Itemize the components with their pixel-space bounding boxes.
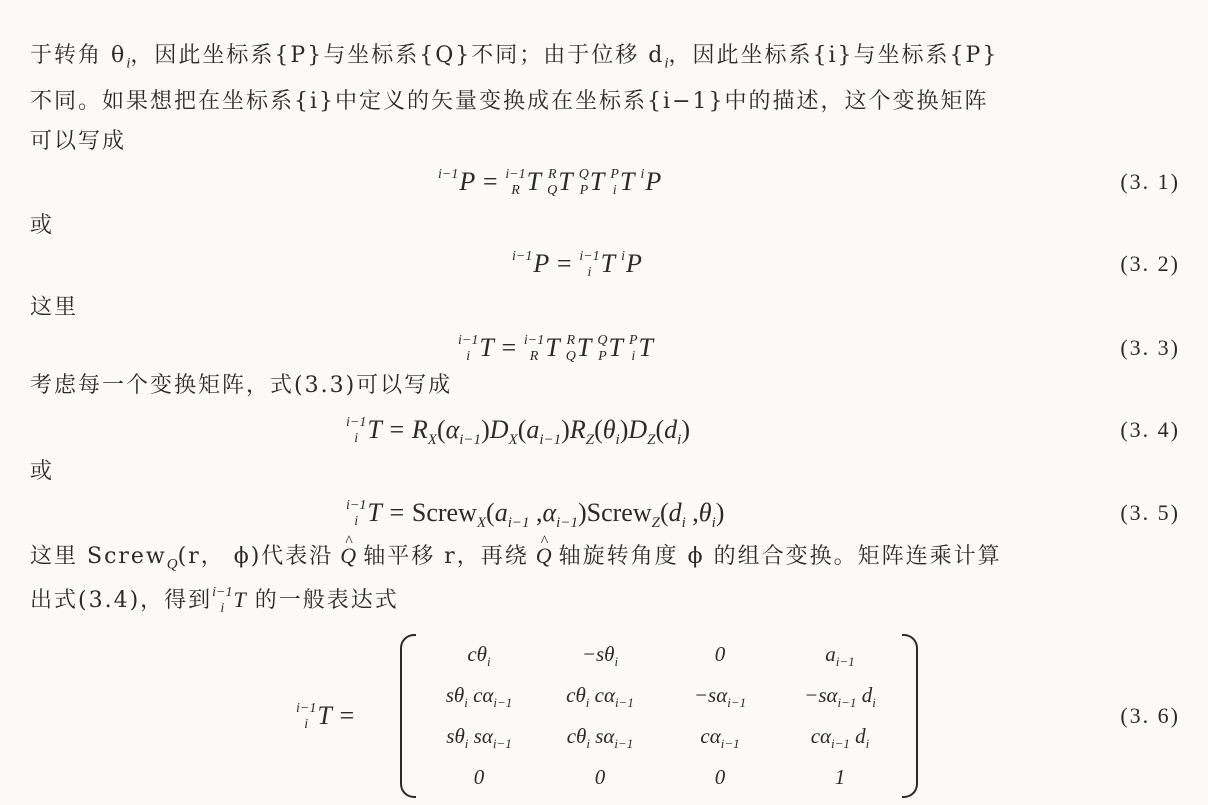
text-span: 于转角 θ — [30, 43, 127, 68]
left-bracket — [400, 634, 416, 798]
matrix-cell: $c\theta_i$ — [467, 642, 491, 670]
subscript: i — [126, 55, 131, 72]
matrix-cell: $c\alpha_{i-1}$ — [700, 724, 740, 752]
paragraph-line: 或 — [30, 213, 55, 238]
matrix-cell: $c\alpha_{i-1}$ $d_i$ — [810, 724, 870, 752]
matrix-equation — [0, 632, 1208, 802]
text-span: (r， ϕ)代表沿 — [177, 544, 334, 569]
matrix-cell: $c\theta_i$ $s\alpha_{i-1}$ — [566, 724, 634, 752]
equation-number: (3. 6) — [1120, 703, 1180, 728]
matrix-lhs: i−1 i T = — [296, 701, 356, 733]
equation-row — [0, 410, 1208, 450]
text-span: ，因此坐标系{P}与坐标系{Q}不同；由于位移 d — [130, 43, 665, 68]
matrix-cell: $c\theta_i$ $c\alpha_{i-1}$ — [566, 683, 634, 711]
text-span: ，因此坐标系{i}与坐标系{P} — [668, 43, 999, 68]
axis-symbol: ^ Q — [340, 540, 356, 572]
transform-matrix — [400, 634, 918, 798]
paragraph-line — [30, 540, 1180, 580]
equation: i−1 P = i−1 R T R Q T Q P T P i T i P — [438, 167, 662, 199]
equation-number: (3. 5) — [1120, 500, 1180, 525]
paragraph-line: 可以写成 — [30, 129, 127, 154]
text-span: 轴平移 r，再绕 — [363, 544, 529, 569]
matrix-cell: $s\theta_i$ $c\alpha_{i-1}$ — [445, 683, 513, 711]
equation-row — [0, 244, 1208, 284]
matrix-cell: 0 — [714, 765, 726, 789]
equation: i−1 i $T = Screw_X(a_{i-1}$ $,\alpha_{i-1})Screw_Z(d_i$ $,\theta_i$) — [346, 498, 725, 532]
equation: i−1 P = i−1 i T i P — [512, 249, 642, 281]
paragraph-line: 考虑每一个变换矩阵，式(3.3)可以写成 — [30, 373, 453, 398]
text-span: 这里 Screw — [30, 544, 167, 569]
text-span: 出式(3.4)，得到 — [30, 588, 213, 613]
matrix-cell: $s\theta_i$ $s\alpha_{i-1}$ — [446, 724, 512, 752]
equation: i−1 i T = i−1 R T R Q T Q P T P i T — [458, 333, 654, 365]
paragraph-line — [30, 584, 1180, 617]
text-span: 轴旋转角度 ϕ 的组合变换。矩阵连乘计算 — [558, 544, 1002, 569]
transform-symbol: i−1 i T — [212, 584, 246, 616]
paragraph-line: 不同。如果想把在坐标系{i}中定义的矢量变换成在坐标系{i−1}中的描述，这个变换矩阵 — [30, 89, 989, 114]
paragraph-line: 这里 — [30, 295, 79, 320]
matrix-cell: $a_{i-1}$ — [825, 642, 855, 670]
matrix-cell: 0 — [594, 765, 606, 789]
matrix-cell: 1 — [834, 765, 846, 789]
equation: i−1 i $T = R_X(\alpha_{i-1})D_X(a_{i-1})R_Z(\theta_i)D_Z(d_i)$ — [346, 415, 690, 449]
equation-number: (3. 4) — [1120, 417, 1180, 442]
matrix-cell: $-s\theta_i$ — [581, 642, 619, 670]
text-span: 的一般表达式 — [254, 588, 399, 613]
axis-symbol: ^ Q — [536, 540, 552, 572]
equation-row — [0, 493, 1208, 533]
subscript: i — [664, 55, 669, 72]
matrix-cell: 0 — [473, 765, 485, 789]
equation-row — [0, 162, 1208, 202]
matrix-cell: 0 — [714, 642, 726, 666]
subscript: Q — [166, 556, 178, 573]
equation-number: (3. 3) — [1120, 335, 1180, 360]
equation-number: (3. 2) — [1120, 251, 1180, 276]
equation-number: (3. 1) — [1120, 169, 1180, 194]
matrix-cell: $-s\alpha_{i-1}$ — [693, 683, 747, 711]
paragraph-line: 或 — [30, 459, 55, 484]
matrix-cells — [418, 634, 900, 798]
matrix-cell: $-s\alpha_{i-1}$ $d_i$ — [804, 683, 876, 711]
right-bracket — [902, 634, 918, 798]
equation-row — [0, 328, 1208, 368]
paragraph-line — [30, 40, 1180, 79]
